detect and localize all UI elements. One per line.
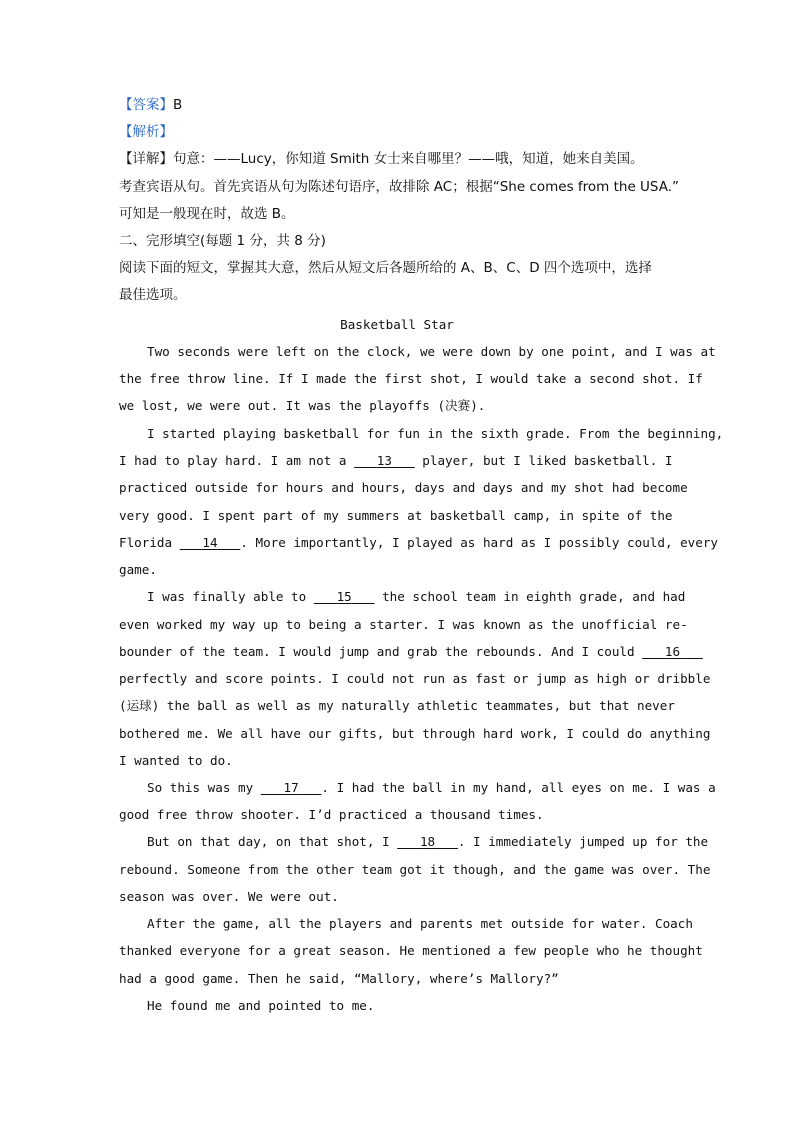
- passage-line: [119, 452, 689, 470]
- passage-line: game.: [119, 562, 157, 577]
- analysis-line: [119, 123, 689, 141]
- passage-line: rebound. Someone from the other team got it though, and the game was over. The: [119, 862, 711, 877]
- passage-line: [119, 643, 689, 661]
- blank-14[interactable]: [180, 535, 241, 550]
- passage-line: season was over. We were out.: [119, 889, 339, 904]
- section-heading: 二、完形填空(每题 1 分，共 8 分): [119, 233, 326, 249]
- answer-tag: 【答案】: [119, 97, 173, 113]
- passage-text: . I immediately jumped up for the: [457, 834, 709, 849]
- answer-value: B: [173, 97, 183, 113]
- passage-line: practiced outside for hours and hours, days and days and my shot had become: [119, 480, 688, 495]
- passage-line: bothered me. We all have our gifts, but through hard work, I could do anything: [119, 726, 711, 741]
- passage-line: (运球) the ball as well as my naturally athletic teammates, but that never: [119, 698, 675, 713]
- detail-tag: 【详解】: [119, 151, 173, 167]
- blank-13[interactable]: [354, 453, 415, 468]
- detail-line-3: 可知是一般现在时，故选 B。: [119, 206, 295, 222]
- passage-line: I started playing basketball for fun in the sixth grade. From the beginning,: [147, 426, 724, 441]
- passage-line: Two seconds were left on the clock, we were down by one point, and I was at: [147, 344, 716, 359]
- passage-text: . More importantly, I played as hard as I possibly could, every: [240, 535, 719, 550]
- passage-text: the school team in eighth grade, and had: [374, 589, 686, 604]
- blank-number: 16: [664, 644, 681, 659]
- blank-number: 14: [202, 535, 218, 550]
- passage-line: I wanted to do.: [119, 753, 233, 768]
- blank-18[interactable]: [397, 834, 458, 849]
- passage-line: thanked everyone for a great season. He mentioned a few people who he thought: [119, 943, 703, 958]
- detail-line-2: 考查宾语从句。首先宾语从句为陈述句语序，故排除 AC；根据“She comes from the USA.”: [119, 179, 680, 195]
- passage-line: [147, 588, 717, 606]
- passage-line: the free throw line. If I made the first shot, I would take a second shot. If: [119, 371, 703, 386]
- passage-text: Florida: [119, 535, 180, 550]
- passage-line: we lost, we were out. It was the playoffs (决赛).: [119, 398, 486, 413]
- passage-line: [147, 779, 717, 797]
- passage-text: I was finally able to: [147, 589, 314, 604]
- passage-text: I had to play hard. I am not a: [119, 453, 355, 468]
- blank-17[interactable]: [261, 780, 322, 795]
- passage-text: . I had the ball in my hand, all eyes on me. I was a: [321, 780, 716, 795]
- passage-line: After the game, all the players and parents met outside for water. Coach: [147, 916, 693, 931]
- passage-text: But on that day, on that shot, I: [147, 834, 398, 849]
- passage-text: player, but I liked basketball. I: [414, 453, 673, 468]
- passage-text: So this was my: [147, 780, 261, 795]
- blank-number: 15: [336, 589, 352, 604]
- blank-number: 17: [283, 780, 299, 795]
- passage-line: [119, 534, 719, 552]
- passage-title: Basketball Star: [340, 317, 454, 332]
- blank-number: 18: [419, 834, 436, 849]
- answer-line: [119, 96, 689, 114]
- detail-line-1: [119, 150, 689, 168]
- passage-line: He found me and pointed to me.: [147, 998, 375, 1013]
- passage-text: bounder of the team. I would jump and grab the rebounds. And I could: [119, 644, 643, 659]
- passage-line: perfectly and score points. I could not run as fast or jump as high or dribble: [119, 671, 711, 686]
- passage-line: good free throw shooter. I’d practiced a thousand times.: [119, 807, 544, 822]
- passage-line: even worked my way up to being a starter. I was known as the unofficial re-: [119, 617, 688, 632]
- blank-15[interactable]: [314, 589, 375, 604]
- section-instruction-1: 阅读下面的短文，掌握其大意，然后从短文后各题所给的 A、B、C、D 四个选项中，选择: [119, 260, 652, 276]
- detail-text-1: 句意：——Lucy，你知道 Smith 女士来自哪里？——哦，知道，她来自美国。: [173, 151, 644, 167]
- blank-number: 13: [376, 453, 392, 468]
- passage-line: had a good game. Then he said, “Mallory, where’s Mallory?”: [119, 971, 559, 986]
- analysis-tag: 【解析】: [119, 124, 173, 140]
- blank-16[interactable]: [642, 644, 703, 659]
- section-instruction-2: 最佳选项。: [119, 287, 187, 303]
- passage-line: very good. I spent part of my summers at basketball camp, in spite of the: [119, 508, 673, 523]
- passage-line: [147, 833, 717, 851]
